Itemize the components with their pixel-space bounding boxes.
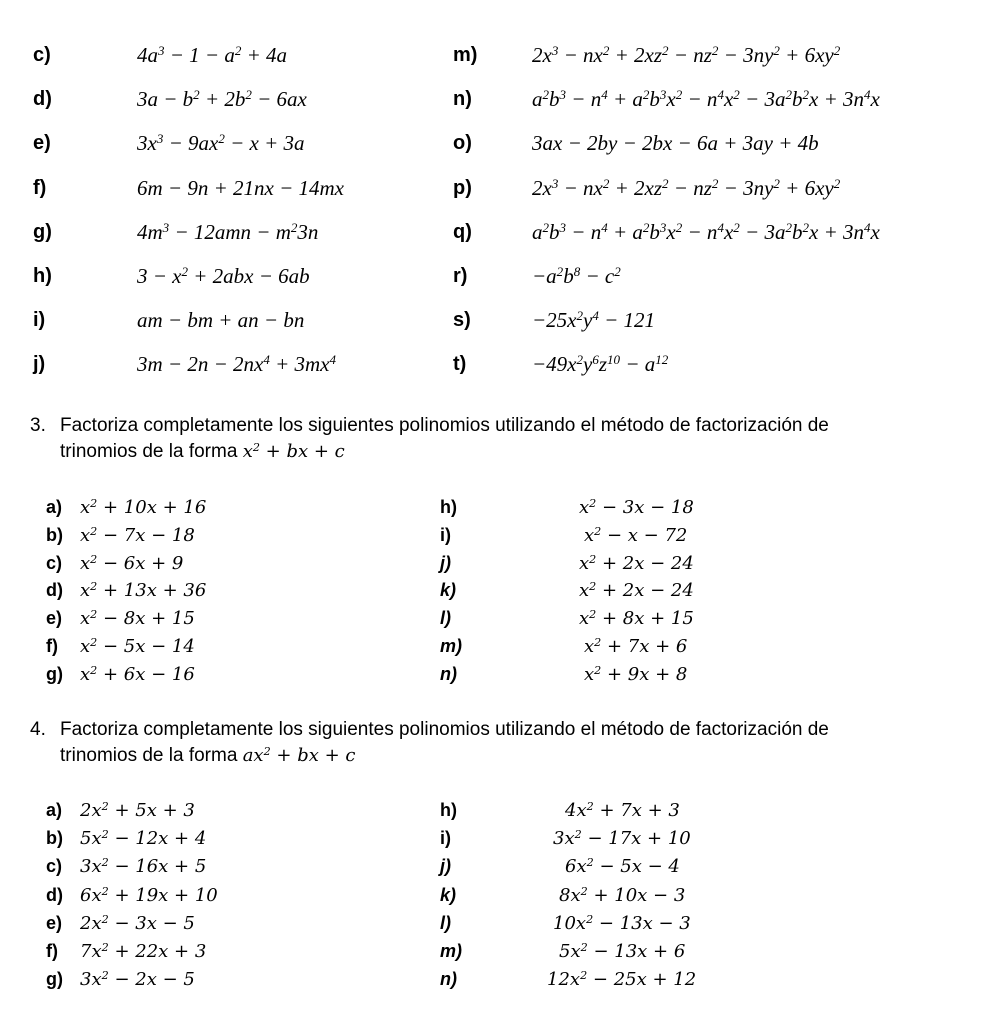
sec4-right-item-expression: $4x^2 + 7x + 3$ [565, 799, 680, 821]
sec3-left-item-label: d) [46, 580, 63, 601]
sec3-left-item-label: a) [46, 497, 63, 517]
sec2-left-item-expression: $3m - 2n - 2nx^4 + 3mx^4$ [137, 352, 337, 377]
sec2-left-item-expression: $3 - x^2 + 2abx - 6ab$ [137, 263, 310, 288]
sec4-right-item-label: k) [440, 884, 457, 905]
sec4-right-item-label: i) [440, 828, 451, 849]
sec4-left-item-expression: $6x^2 + 19x + 10$ [80, 884, 218, 906]
sec3-left-item-expression: $x^2 - 5x - 14$ [80, 635, 195, 657]
sec4-left-item-label: f) [46, 941, 58, 961]
sec2-left-item-expression: $4m^3 - 12amn - m^23n$ [137, 219, 319, 244]
sec3-left-item-expression: $x^2 + 10x + 16$ [80, 496, 207, 518]
sec3-left-item-expression: $x^2 + 6x - 16$ [80, 663, 195, 685]
sec3-right-item-expression: $x^2 - 3x - 18$ [579, 496, 694, 518]
sec3-right-item-label: h) [440, 497, 457, 517]
sec2-left-item-label: e) [33, 132, 51, 155]
section-4-heading-line1: Factoriza completamente los siguientes polinomios utilizando el método de factorización de [60, 719, 829, 740]
sec2-left-item-expression: $3a - b^2 + 2b^2 - 6ax$ [137, 87, 307, 112]
sec4-right-item-expression: $5x^2 - 13x + 6$ [559, 940, 686, 962]
sec4-right-item-label: m) [440, 941, 462, 961]
sec4-right-item-expression: $12x^2 - 25x + 12$ [547, 969, 697, 991]
sec2-right-item-expression: $a^2b^3 - n^4 + a^2b^3x^2 - n^4x^2 - 3a^2b^2x + 3n^4x$ [532, 87, 880, 112]
section-3-heading-line1: Factoriza completamente los siguientes polinomios utilizando el método de factorización de [60, 415, 829, 436]
sec2-right-item-expression: $-49x^2y^6z^{10} - a^{12}$ [532, 352, 669, 377]
sec2-left-item-expression: 6m − 9n + 21nx − 14mx [137, 175, 344, 200]
sec2-right-item-expression: $2x^3 - nx^2 + 2xz^2 - nz^2 - 3ny^2 + 6xy^2$ [532, 42, 841, 67]
sec4-right-item-label: n) [440, 969, 457, 990]
sec2-right-item-label: n) [453, 88, 472, 111]
sec3-left-item-expression: $x^2 + 13x + 36$ [80, 580, 207, 602]
sec3-left-item-label: e) [46, 608, 63, 629]
sec2-right-item-expression: $a^2b^3 - n^4 + a^2b^3x^2 - n^4x^2 - 3a^2b^2x + 3n^4x$ [532, 219, 880, 244]
sec2-right-item-expression: $-25x^2y^4 - 121$ [532, 308, 656, 333]
sec4-left-item-label: b) [46, 828, 63, 849]
sec2-left-item-label: i) [33, 309, 46, 332]
section-3-number: 3. [30, 415, 46, 436]
sec3-right-item-expression: $x^2 + 2x - 24$ [579, 580, 694, 602]
sec2-left-item-expression: am − bm + an − bn [137, 308, 305, 333]
sec4-left-item-label: d) [46, 884, 63, 905]
sec2-right-item-expression: $-a^2b^8 - c^2$ [532, 263, 621, 288]
sec4-left-item-label: g) [46, 969, 63, 990]
sec4-left-item-label: e) [46, 912, 63, 933]
sec3-left-item-label: f) [46, 636, 58, 656]
sec3-left-item-expression: $x^2 - 6x + 9$ [80, 552, 184, 574]
sec4-right-item-label: h) [440, 800, 457, 820]
sec3-right-item-label: i) [440, 524, 451, 545]
sec4-left-item-label: c) [46, 856, 63, 877]
sec3-right-item-expression: $x^2 + 2x - 24$ [579, 552, 694, 574]
sec3-right-item-expression: $x^2 - x - 72$ [584, 524, 688, 546]
sec2-left-item-label: f) [33, 176, 47, 199]
sec4-right-item-expression: $8x^2 + 10x - 3$ [559, 884, 686, 906]
sec2-left-item-label: c) [33, 44, 51, 66]
sec3-left-item-label: b) [46, 524, 63, 545]
sec3-right-item-expression: $x^2 + 7x + 6$ [584, 635, 688, 657]
section-3-heading [30, 413, 829, 465]
sec2-right-item-label: r) [453, 265, 468, 287]
sec2-left-item-label: g) [33, 220, 52, 243]
sec4-right-item-expression: $6x^2 - 5x - 4$ [565, 856, 680, 878]
sec3-right-item-label: k) [440, 580, 457, 601]
sec4-left-item-expression: $3x^2 - 2x - 5$ [80, 969, 195, 991]
sec3-right-item-label: j) [440, 552, 451, 573]
section-3-heading-line2: trinomios de la forma [60, 441, 238, 462]
sec3-right-item-expression: $x^2 + 8x + 15$ [579, 608, 694, 630]
sec4-right-item-expression: $10x^2 - 13x - 3$ [553, 912, 691, 934]
sec3-left-item-expression: $x^2 - 8x + 15$ [80, 608, 195, 630]
sec3-left-item-expression: $x^2 - 7x - 18$ [80, 524, 195, 546]
sec2-right-item-label: s) [453, 309, 471, 332]
sec2-left-item-label: j) [33, 353, 46, 376]
sec3-right-item-label: n) [440, 663, 457, 684]
sec4-left-item-expression: $5x^2 - 12x + 4$ [80, 828, 207, 850]
sec2-right-item-label: t) [453, 353, 467, 376]
sec4-left-item-expression: $3x^2 - 16x + 5$ [80, 856, 207, 878]
sec2-right-item-expression: 3ax − 2by − 2bx − 6a + 3ay + 4b [532, 131, 819, 156]
sec4-right-item-expression: $3x^2 - 17x + 10$ [553, 828, 691, 850]
sec2-right-item-label: p) [453, 176, 472, 199]
sec3-left-item-label: c) [46, 552, 63, 573]
sec2-left-item-label: h) [33, 265, 52, 287]
sec3-right-item-label: l) [440, 608, 451, 629]
section-4-heading-math: $ax^2$ + bx + c [242, 744, 356, 766]
sec2-right-item-label: m) [453, 44, 478, 66]
section-3-heading-math: $x^2$ + bx + c [242, 440, 345, 462]
sec3-left-item-label: g) [46, 663, 63, 684]
sec3-right-item-expression: $x^2 + 9x + 8$ [584, 663, 688, 685]
sec2-right-item-label: o) [453, 132, 472, 155]
sec4-left-item-expression: $7x^2 + 22x + 3$ [80, 940, 207, 962]
section-4-number: 4. [30, 719, 46, 740]
sec4-left-item-label: a) [46, 800, 63, 820]
section-4-heading [30, 717, 829, 769]
sec4-right-item-label: l) [440, 912, 451, 933]
sec4-left-item-expression: $2x^2 - 3x - 5$ [80, 912, 195, 934]
sec3-right-item-label: m) [440, 636, 462, 656]
section-4-heading-line2: trinomios de la forma [60, 745, 238, 766]
sec4-left-item-expression: $2x^2 + 5x + 3$ [80, 799, 195, 821]
sec2-right-item-label: q) [453, 220, 472, 243]
sec2-left-item-expression: $3x^3 - 9ax^2 - x + 3a$ [137, 131, 305, 156]
sec2-left-item-expression: $4a^3 - 1 - a^2 + 4a$ [137, 42, 288, 67]
sec2-left-item-label: d) [33, 88, 52, 111]
sec4-right-item-label: j) [440, 856, 451, 877]
sec2-right-item-expression: $2x^3 - nx^2 + 2xz^2 - nz^2 - 3ny^2 + 6xy^2$ [532, 175, 841, 200]
